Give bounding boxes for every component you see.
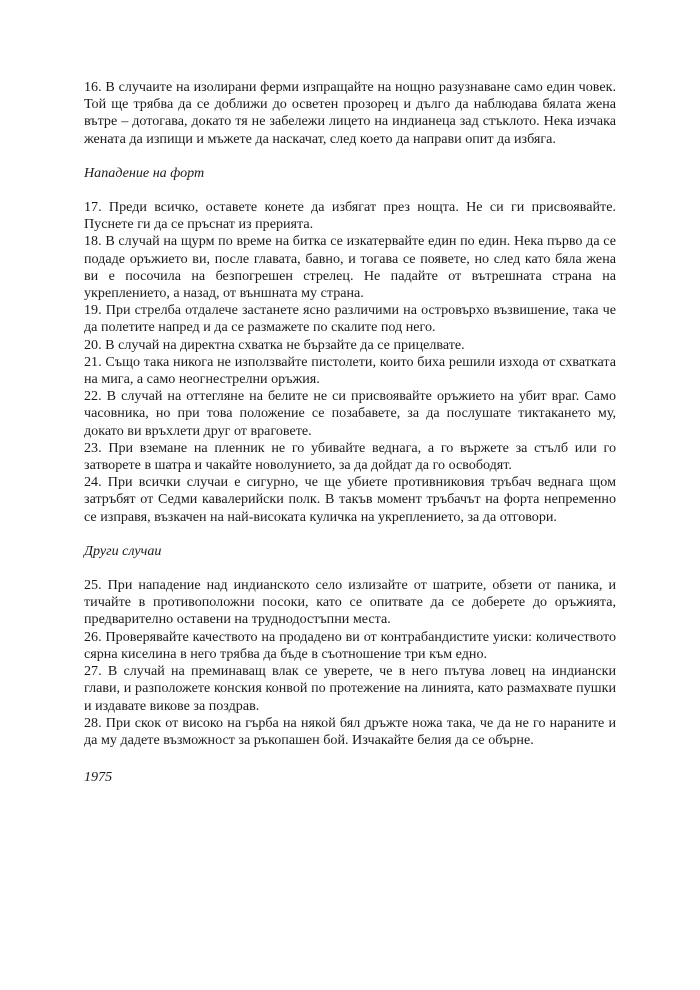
paragraph-20: 20. В случай на директна схватка не бързайте да се прицелвате. xyxy=(84,336,465,353)
section-heading-fort-attack: Нападение на форт xyxy=(84,164,205,181)
year-signature: 1975 xyxy=(84,769,113,786)
paragraph-23: 23. При вземане на пленник не го убивайте веднага, а го вържете за стълб или го затворете в шатра и чакайте новолунието, за да дойдат да го освободят. xyxy=(84,439,616,474)
paragraph-25: 25. При нападение над индианското село излизайте от шатрите, обзети от паника, и тичайте в противоположни посоки, като се опитвате да се доберете до оръжията, предварително оставени на труднодостъпни места. xyxy=(84,577,616,628)
section-heading-other-cases: Други случаи xyxy=(84,542,162,559)
paragraph-22: 22. В случай на оттегляне на белите не си присвоявайте оръжието на убит враг. Само часовника, но при това положение се позабавете, за да послушате тиктакането му, докато ви връхлети друг от враговете. xyxy=(84,388,616,439)
paragraph-27: 27. В случай на преминаващ влак се уверете, че в него пътува ловец на индиански глави, и разположете конския конвой по протежение на линията, като размахвате пушки и издавате викове за поздрав. xyxy=(84,663,616,714)
paragraph-28: 28. При скок от високо на гърба на някой бял дръжте ножа така, че да не го нараните и да му дадете възможност за ръкопашен бой. Изчакайте белия да се обърне. xyxy=(84,714,616,748)
paragraph-19: 19. При стрелба отдалече застанете ясно различими на островърхо възвишение, така че да полетите напред и да се размажете по скалите под него. xyxy=(84,302,616,336)
paragraph-24: 24. При всички случаи е сигурно, че ще убиете противниковия тръбач веднага щом затръбят от Седми кавалерийски полк. В такъв момент тръбачът на форта непременно се изправя, възкачен на най-високата куличка на укреплението, за да отговори. xyxy=(84,474,616,525)
paragraph-18: 18. В случай на щурм по време на битка се изкатервайте един по един. Нека първо да се подаде оръжието ви, после главата, бавно, и тогава се появете, но след като бяла жена ви е посочила на безпогрешен стрелец. Не падайте от вътрешната страна на укреплението, а назад, от външната му страна. xyxy=(84,233,616,302)
paragraph-17: 17. Преди всичко, оставете конете да избягат през нощта. Не си ги присвоявайте. Пуснете ги да се пръснат из прерията. xyxy=(84,199,616,233)
paragraph-26: 26. Проверявайте качеството на продадено ви от контрабандистите уиски: количеството сярна киселина в него трябва да бъде в съотношение три към едно. xyxy=(84,628,616,662)
paragraph-16: 16. В случаите на изолирани ферми изпращайте на нощно разузнаване само един човек. Той ще трябва да се доближи до осветен прозорец и дълго да наблюдава бялата жена вътре – дотогава, докато тя не забележи лицето на индианеца зад стъклото. Нека изчака жената да изпищи и мъжете да наскачат, след което да направи опит да избяга. xyxy=(84,79,616,147)
paragraph-21: 21. Също така никога не използвайте пистолети, които биха решили изхода от схватката на мига, а само неогнестрелни оръжия. xyxy=(84,353,616,388)
